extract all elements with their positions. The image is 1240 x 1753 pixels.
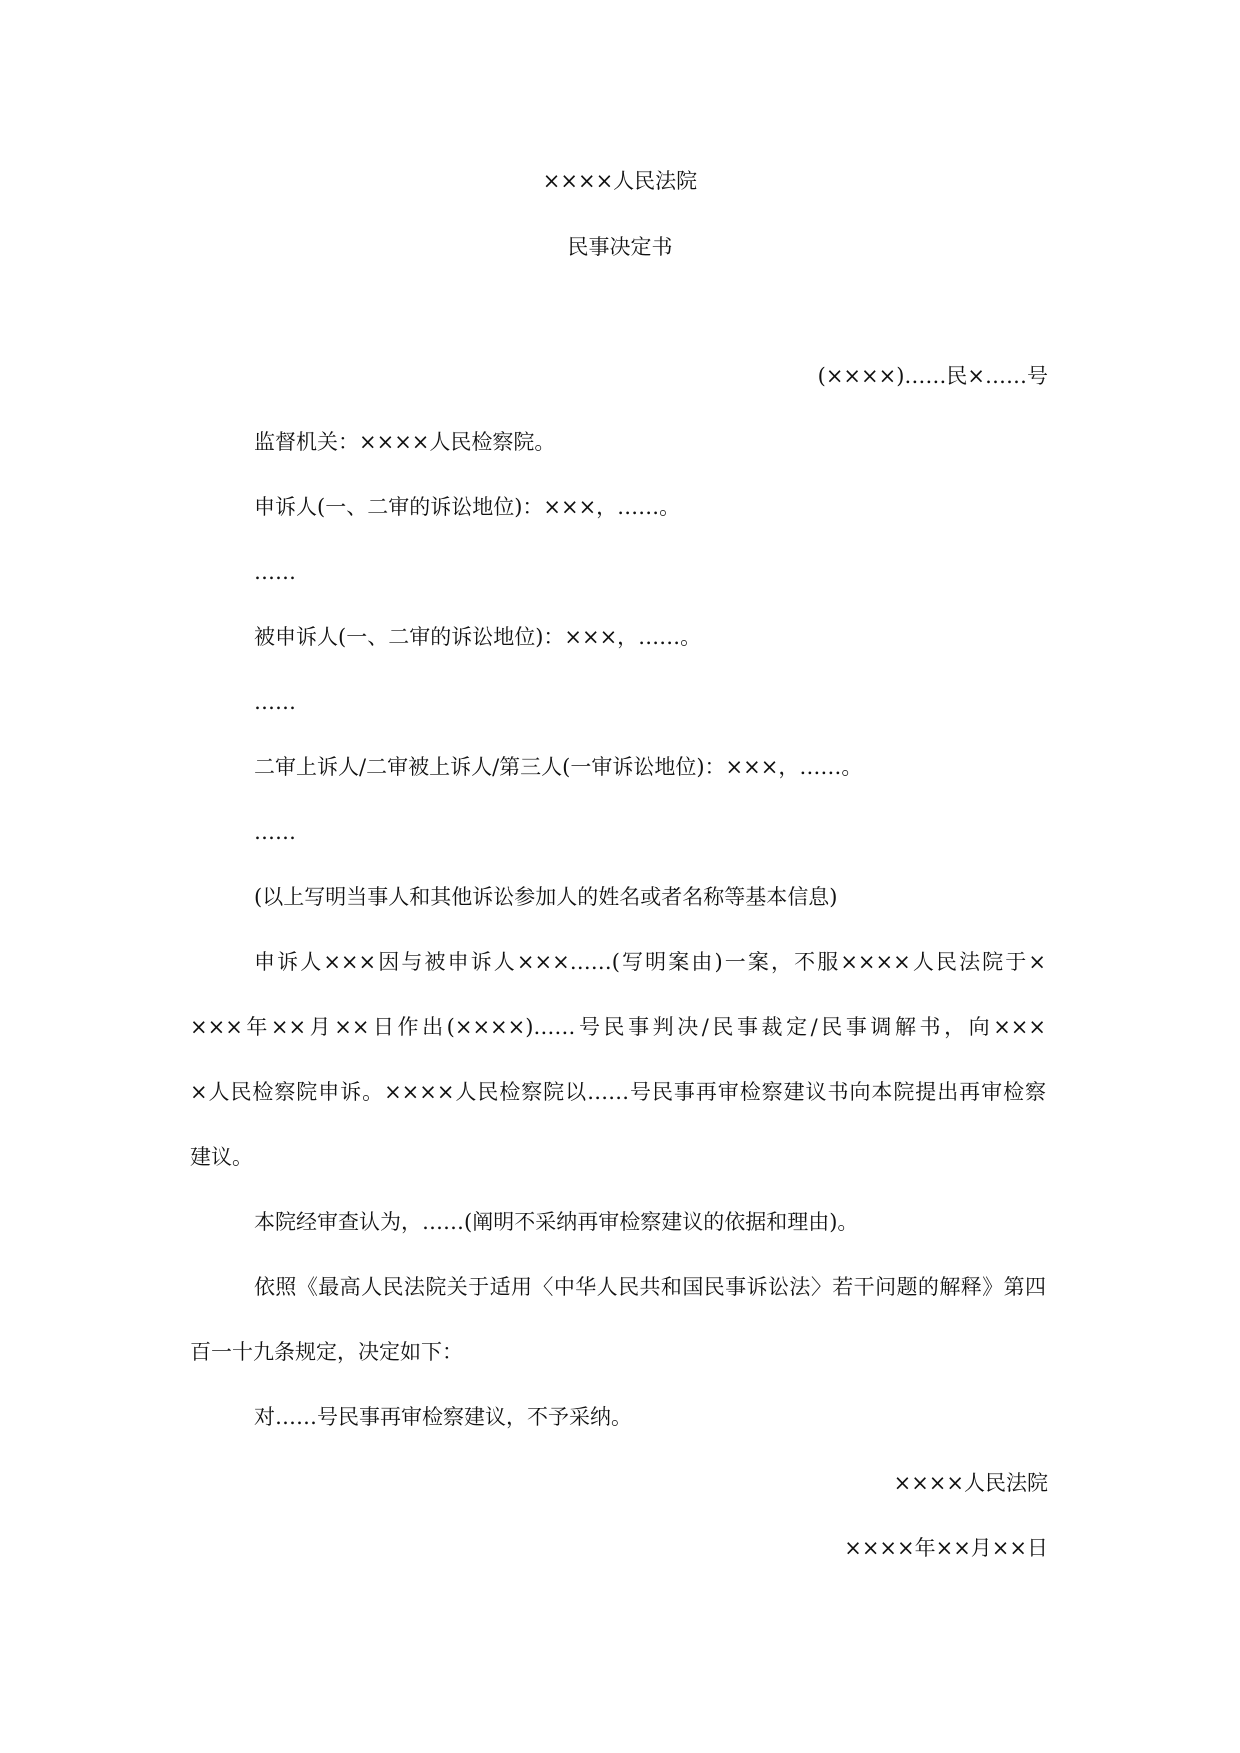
case-number: (××××)……民×……号 [817, 364, 1048, 388]
body-paragraph-line: 建议。 [190, 1145, 253, 1169]
respondent-line: 被申诉人(一、二审的诉讼地位)：×××，……。 [254, 625, 702, 649]
court-title: ××××人民法院 [542, 169, 698, 193]
signature-date: ××××年××月××日 [844, 1536, 1048, 1560]
body-paragraph-line: ×人民检察院申诉。××××人民检察院以……号民事再审检察建议书向本院提出再审检察 [190, 1080, 1046, 1104]
document-type-title: 民事决定书 [567, 235, 673, 259]
review-opinion: 本院经审查认为，……(阐明不采纳再审检察建议的依据和理由)。 [254, 1210, 859, 1234]
supervising-authority: 监督机关：××××人民检察院。 [254, 430, 556, 454]
body-paragraph-line: 申诉人×××因与被申诉人×××……(写明案由)一案，不服××××人民法院于× [254, 950, 1046, 974]
decision-text: 对……号民事再审检察建议，不予采纳。 [254, 1405, 632, 1429]
signature-court: ××××人民法院 [893, 1471, 1048, 1495]
legal-basis-line: 百一十九条规定，决定如下： [190, 1340, 463, 1364]
ellipsis-line: …… [254, 560, 296, 584]
body-paragraph-line: ×××年××月××日作出(××××)……号民事判决/民事裁定/民事调解书，向××× [190, 1015, 1046, 1039]
appellant-line: 申诉人(一、二审的诉讼地位)：×××，……。 [254, 495, 681, 519]
ellipsis-line: …… [254, 820, 296, 844]
other-party-line: 二审上诉人/二审被上诉人/第三人(一审诉讼地位)：×××，……。 [254, 755, 863, 779]
legal-basis-line: 依照《最高人民法院关于适用〈中华人民共和国民事诉讼法〉若干问题的解释》第四 [254, 1275, 1046, 1299]
parties-note: (以上写明当事人和其他诉讼参加人的姓名或者名称等基本信息) [254, 885, 838, 909]
ellipsis-line: …… [254, 690, 296, 714]
